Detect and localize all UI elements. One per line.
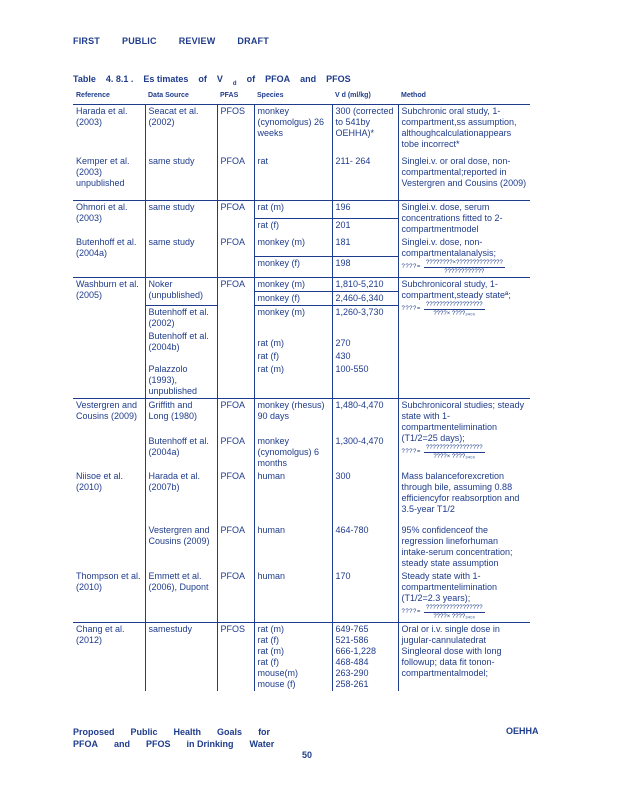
pfas-cell: PFOA [217, 155, 254, 201]
method-cell: Oral or i.v. single dose in jugular-cannulatedrat Singleoral dose with long followup; data fit tonon-compartmentalmodel; [398, 622, 530, 691]
ref-cell: Vestergren and Cousins (2009) [73, 399, 145, 470]
vd-cell: 211- 264 [332, 155, 398, 201]
species-cell: human [254, 570, 332, 623]
equation-denominator: ????× ????₃₄₀₀ [433, 311, 476, 317]
footer-word: Health [173, 727, 202, 737]
vd-equation [402, 604, 528, 621]
source-cell: Butenhoff et al. (2004b) [145, 330, 217, 363]
caption-word [216, 74, 237, 87]
species-line: rat (f) [257, 656, 279, 667]
pfas-cell: PFOA [217, 201, 254, 237]
footer-agency: OEHHA [506, 726, 539, 736]
vd-equation [402, 259, 528, 276]
species-line: rat (f) [257, 634, 279, 645]
pfas-cell: PFOA [217, 278, 254, 399]
pfas-cell: PFOA [217, 570, 254, 623]
species-cell: rat (f) [254, 350, 332, 363]
col-data-source: Data Source [145, 88, 217, 105]
source-cell: Harada et al. (2007b) [145, 470, 217, 524]
vd-line: 263-290 [335, 667, 369, 678]
header-word: DRAFT [237, 36, 269, 46]
header-word: REVIEW [178, 36, 216, 46]
footer-word: PFOS [146, 739, 171, 749]
method-text: Steady state with 1-compartmentelimination (T1/2=2.3 years); [401, 570, 498, 603]
method-cell [398, 236, 530, 278]
footer-word: Goals [217, 727, 243, 737]
equation-fraction [424, 444, 485, 461]
method-cell: Singlei.v. or oral dose, non-compartmental;reported in Vestergren and Cousins (2009) [398, 155, 530, 201]
caption-word: PFOS [326, 74, 351, 84]
caption-word: of [246, 74, 256, 84]
vd-cell: 181 [332, 236, 398, 257]
vd-cell: 300 [332, 470, 398, 524]
equation-numerator: ????????????????? [425, 445, 483, 451]
pfas-cell: PFOA [217, 435, 254, 470]
vd-cell: 201 [332, 219, 398, 236]
equation-denominator: ???????????? [444, 269, 485, 275]
vd-equation [402, 444, 528, 461]
equation-denominator: ????× ????₃₄₀₀ [433, 454, 476, 460]
vd-cell: 1,300-4,470 [332, 435, 398, 470]
equation-fraction [424, 301, 485, 318]
caption-word: 4. 8.1 . [105, 74, 134, 84]
equation-fraction [424, 259, 505, 276]
header-word: PUBLIC [122, 36, 157, 46]
method-text: Singlei.v. dose, non-compartmentalanalysis; [401, 237, 497, 258]
species-cell: monkey (cynomolgus) 6 months [254, 435, 332, 470]
method-cell: Mass balanceforexcretion through bile, assuming 0.88 efficiencyfor reabsorption and 3.5-year T1/2 [398, 470, 530, 524]
species-line: mouse(m) [257, 667, 299, 678]
vd-cell: 170 [332, 570, 398, 623]
draft-header [73, 36, 291, 46]
ref-cell: Ohmori et al. (2003) [73, 201, 145, 237]
source-cell: Noker (unpublished) [145, 278, 217, 306]
ref-cell: Harada et al. (2003) [76, 106, 128, 127]
vd-cell: 196 [332, 201, 398, 219]
caption-word: of [198, 74, 207, 84]
species-cell: monkey (m) [254, 278, 332, 292]
caption-word: Table [73, 74, 96, 84]
footer-word: Proposed [73, 727, 115, 737]
method-text: Subchronicoral studies; steady state with 1-compartmentelimination (T1/2=25 days); [401, 400, 525, 443]
source-cell: Butenhoff et al. (2004a) [145, 435, 217, 470]
source-cell: Palazzolo (1993), unpublished [145, 363, 217, 399]
method-cell [398, 570, 530, 623]
table-row [73, 105, 530, 155]
vd-cell: 1,260-3,730 [332, 306, 398, 331]
page-number: 50 [302, 750, 313, 760]
source-cell: Vestergren and Cousins (2009) [145, 524, 217, 570]
species-cell: rat [254, 155, 332, 201]
pfas-cell: PFOS [217, 622, 254, 691]
col-method: Method [398, 88, 530, 105]
ref-cell: Butenhoff et al. (2004a) [76, 237, 137, 258]
pfas-cell: PFOA [217, 470, 254, 524]
table-row [73, 470, 530, 524]
caption-v: V [216, 74, 223, 84]
vd-cell: 100-550 [332, 363, 398, 399]
table-row [73, 399, 530, 435]
vd-equation [402, 301, 528, 318]
table-row [73, 236, 530, 257]
vd-cell: 464-780 [332, 524, 398, 570]
table-header-row [73, 88, 530, 105]
source-cell: same study [145, 155, 217, 201]
equation-lhs: ????= [401, 449, 421, 455]
species-cell: monkey (cynomolgus) 26 weeks [254, 105, 332, 155]
source-cell: Butenhoff et al. (2002) [145, 306, 217, 331]
col-pfas: PFAS [217, 88, 254, 105]
table-caption [73, 74, 361, 87]
species-cell [254, 622, 332, 691]
species-cell: human [254, 470, 332, 524]
method-cell [398, 399, 530, 470]
table-row [73, 201, 530, 219]
caption-word: PFOA [265, 74, 291, 84]
species-cell: monkey (rhesus) 90 days [254, 399, 332, 435]
footer-word: Water [249, 739, 275, 749]
method-text: Subchronicoral study, 1-compartment,steady stateª; [401, 279, 511, 300]
footer-word: Public [130, 727, 158, 737]
vd-cell: 198 [332, 257, 398, 278]
equation-denominator: ????× ????₃₄₀₀ [433, 613, 476, 620]
species-cell: rat (m) [254, 201, 332, 219]
species-cell: rat (m) [254, 330, 332, 350]
species-line: mouse (f) [257, 678, 296, 689]
table-row [73, 278, 530, 292]
caption-word: Es timates [143, 74, 189, 84]
caption-sub: d [232, 80, 237, 87]
source-cell: same study [145, 201, 217, 237]
ref-cell: Thompson et al. (2010) [76, 570, 141, 592]
species-cell: monkey (m) [254, 306, 332, 331]
equation-lhs: ????= [401, 306, 421, 312]
vd-line: 521-586 [335, 634, 369, 645]
equation-numerator: ????????????????? [425, 604, 483, 611]
species-line: rat (m) [257, 645, 284, 656]
source-cell: samestudy [145, 622, 217, 691]
species-cell: monkey (m) [254, 236, 332, 257]
vd-line: 258-261 [335, 678, 369, 689]
table-row [73, 570, 530, 623]
col-vd: V d (ml/kg) [332, 88, 398, 105]
footer-line [73, 738, 290, 750]
table-row [73, 155, 530, 201]
pfas-cell: PFOA [217, 236, 254, 278]
table-row [73, 622, 530, 691]
species-cell: rat (m) [254, 363, 332, 399]
method-cell [398, 278, 530, 399]
equation-numerator: ????????×?????????????? [425, 260, 503, 266]
vd-line: 468-484 [335, 656, 369, 667]
ref-cell: Niisoe et al. (2010) [76, 470, 124, 492]
vd-line: 649-765 [335, 623, 369, 634]
vd-line: 666-1,228 [335, 645, 377, 656]
species-cell: monkey (f) [254, 257, 332, 278]
equation-lhs: ????= [401, 264, 421, 270]
col-reference: Reference [73, 88, 145, 105]
footer-word: in Drinking [186, 739, 234, 749]
caption-word: and [300, 74, 317, 84]
vd-cell: 270 [332, 330, 398, 350]
species-cell: monkey (f) [254, 292, 332, 306]
method-cell: Subchronic oral study, 1-compartment,ss assumption, althoughcalculationappears tobe incorrect* [398, 105, 530, 155]
method-cell: 95% confidenceof the regression lineforhuman intake-serum concentration; steady state assumption [398, 524, 530, 570]
vd-cell: 1,810-5,210 [332, 278, 398, 292]
pfas-cell: PFOA [217, 399, 254, 435]
header-word: FIRST [73, 36, 100, 46]
footer-word: and [114, 739, 131, 749]
vd-cell: 430 [332, 350, 398, 363]
equation-lhs: ????= [401, 608, 421, 615]
col-species: Species [254, 88, 332, 105]
vd-cell: 1,480-4,470 [332, 399, 398, 435]
ref-cell: Chang et al. (2012) [73, 622, 145, 691]
ref-cell: Kemper et al. (2003) unpublished [76, 155, 130, 188]
source-cell: same study [145, 236, 217, 278]
vd-cell: 2,460-6,340 [332, 292, 398, 306]
vd-estimates-table [73, 88, 530, 691]
footer-title [73, 726, 290, 750]
species-cell: rat (f) [254, 219, 332, 236]
vd-cell [332, 622, 398, 691]
footer-line [73, 726, 290, 738]
vd-cell: 300 (corrected to 541by OEHHA)* [332, 105, 398, 155]
ref-cell: Washburn et al. (2005) [73, 278, 145, 399]
equation-fraction [424, 604, 485, 621]
pfas-cell: PFOA [217, 524, 254, 570]
source-cell: Griffith and Long (1980) [145, 399, 217, 435]
equation-numerator: ????????????????? [425, 302, 483, 308]
method-cell: Singlei.v. dose, serum concentrations fitted to 2-compartmentmodel [398, 201, 530, 237]
species-cell: human [254, 524, 332, 570]
pfas-cell: PFOS [217, 105, 254, 155]
footer-word: PFOA [73, 739, 99, 749]
footer-word: for [258, 727, 271, 737]
species-line: rat (m) [257, 623, 284, 634]
source-cell: Seacat et al. (2002) [145, 105, 217, 155]
source-cell: Emmett et al. (2006), Dupont [145, 570, 217, 623]
